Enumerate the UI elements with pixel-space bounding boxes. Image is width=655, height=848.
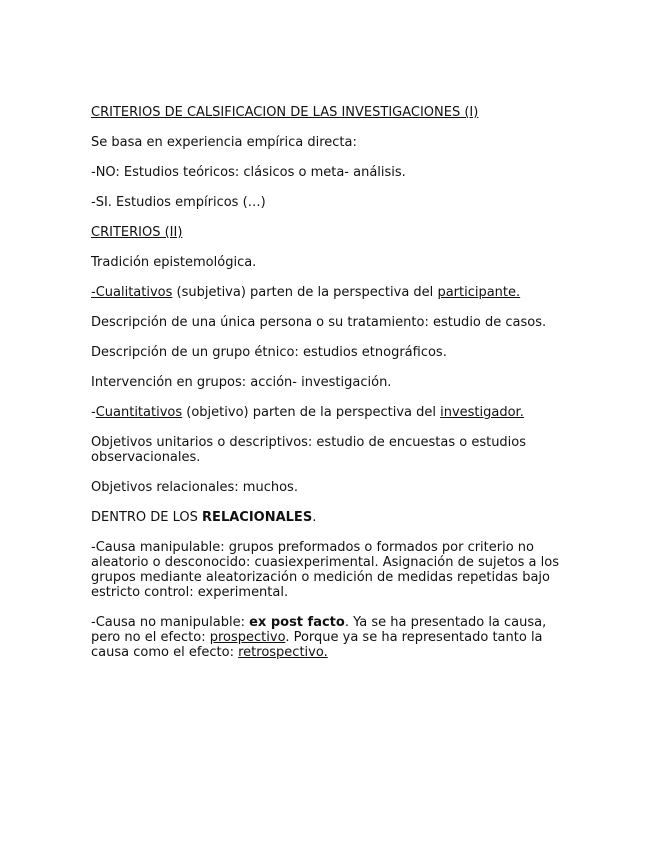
paragraph-causa-no-manipulable <box>91 615 571 660</box>
term-cuantitativos: Cuantitativos <box>95 405 183 420</box>
paragraph-causa-manipulable: -Causa manipulable: grupos preformados o formados por criterio no aleatorio o desconocido: cuasiexperimental. Asignación de sujetos a los grupos mediante aleatorización o medición de medidas repetidas bajo estricto control: experimental. <box>91 540 559 600</box>
term-ex-post-facto: ex post facto <box>249 615 345 630</box>
cuantitativos-dash: - <box>91 405 96 420</box>
paragraph-etnografico: Descripción de un grupo étnico: estudios etnográficos. <box>91 345 447 360</box>
no-manipulable-text-1: . Ya se ha presentado la causa, pero no el efecto: <box>91 615 547 645</box>
heading-criterios-1: CRITERIOS DE CALSIFICACION DE LAS INVESTIGACIONES (I) <box>91 105 479 120</box>
no-manipulable-prefix: -Causa no manipulable: <box>91 615 250 630</box>
paragraph-estudio-casos: Descripción de una única persona o su tratamiento: estudio de casos. <box>91 315 547 330</box>
term-prospectivo: prospectivo <box>209 630 286 645</box>
cualitativos-text: (subjetiva) parten de la perspectiva del <box>172 285 438 300</box>
paragraph-objetivos-unitarios: Objetivos unitarios o descriptivos: estudio de encuestas o estudios observacionales. <box>91 435 527 465</box>
paragraph-objetivos-relacionales: Objetivos relacionales: muchos. <box>91 480 298 495</box>
cuantitativos-text: (objetivo) parten de la perspectiva del <box>182 405 441 420</box>
document-page <box>91 105 571 675</box>
paragraph-experiencia-empirica: Se basa en experiencia empírica directa: <box>91 135 357 150</box>
no-manipulable-text-2: . Porque ya se ha representado tanto la causa como el efecto: <box>91 630 543 660</box>
paragraph-dentro-relacionales <box>91 510 571 525</box>
dentro-prefix: DENTRO DE LOS <box>91 510 203 525</box>
heading-criterios-2: CRITERIOS (II) <box>91 225 183 240</box>
paragraph-estudios-teoricos: -NO: Estudios teóricos: clásicos o meta- análisis. <box>91 165 406 180</box>
term-participante: participante. <box>437 285 521 300</box>
dentro-suffix: . <box>312 510 317 525</box>
paragraph-estudios-empiricos: -SI. Estudios empíricos (…) <box>91 195 266 210</box>
paragraph-cualitativos <box>91 285 571 300</box>
term-cualitativos: -Cualitativos <box>91 285 173 300</box>
paragraph-cuantitativos <box>91 405 571 420</box>
term-retrospectivo: retrospectivo. <box>238 645 328 660</box>
term-relacionales: RELACIONALES <box>202 510 313 525</box>
paragraph-tradicion: Tradición epistemológica. <box>91 255 257 270</box>
paragraph-intervencion: Intervención en grupos: acción- investigación. <box>91 375 392 390</box>
term-investigador: investigador. <box>440 405 524 420</box>
